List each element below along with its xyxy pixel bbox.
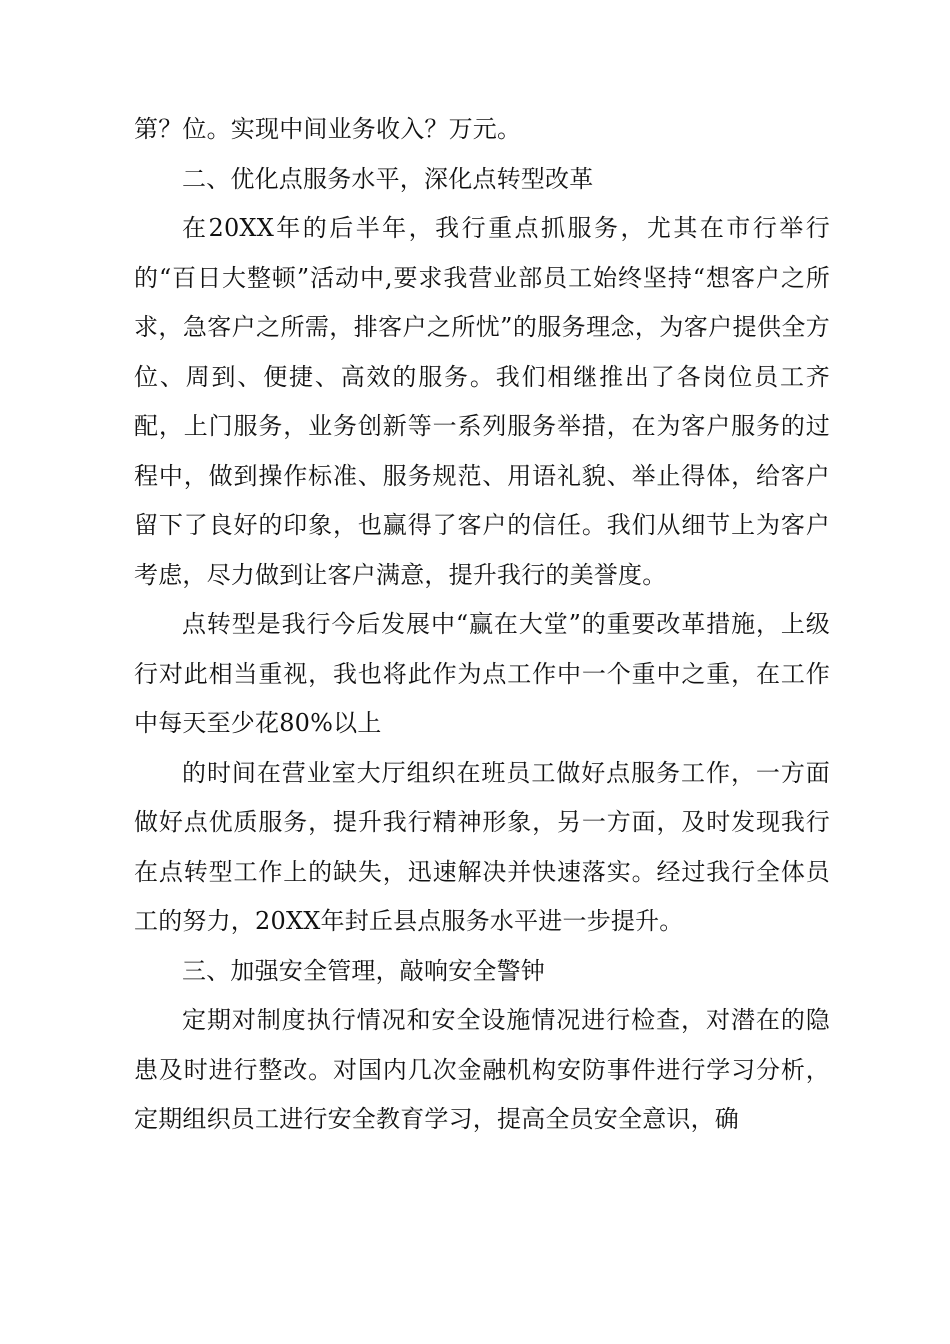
document-body bbox=[134, 105, 830, 1145]
paragraph-safety: 定期对制度执行情况和安全设施情况进行检查，对潜在的隐患及时进行整改。对国内几次金融机构安防事件进行学习分析，定期组织员工进行安全教育学习，提高全员安全意识，确 bbox=[134, 1006, 830, 1133]
paragraph-1: 第？位。实现中间业务收入？万元。 bbox=[134, 115, 522, 143]
section-heading-2: 二、优化点服务水平，深化点转型改革 bbox=[182, 164, 594, 193]
section-heading-3: 三、加强安全管理，敲响安全警钟 bbox=[182, 956, 545, 985]
paragraph-lobby-work: 的时间在营业室大厅组织在班员工做好点服务工作，一方面做好点优质服务，提升我行精神形象，另一方面，及时发现我行在点转型工作上的缺失，迅速解决并快速落实。经过我行全体员工的努力，20XX年封丘县点服务水平进一步提升。 bbox=[134, 758, 830, 935]
paragraph-transformation: 点转型是我行今后发展中“赢在大堂”的重要改革措施，上级行对此相当重视，我也将此作为点工作中一个重中之重，在工作中每天至少花80%以上 bbox=[134, 610, 830, 737]
paragraph-service: 在20XX年的后半年，我行重点抓服务，尤其在市行举行的“百日大整顿”活动中,要求我营业部员工始终坚持“想客户之所求，急客户之所需，排客户之所忧”的服务理念，为客户提供全方位、周到、便捷、高效的服务。我们相继推出了各岗位员工齐配，上门服务，业务创新等一系列服务举措，在为客户服务的过程中，做到操作标准、服务规范、用语礼貌、举止得体，给客户留下了良好的印象，也赢得了客户的信任。我们从细节上为客户考虑，尽力做到让客户满意，提升我行的美誉度。 bbox=[134, 214, 830, 589]
